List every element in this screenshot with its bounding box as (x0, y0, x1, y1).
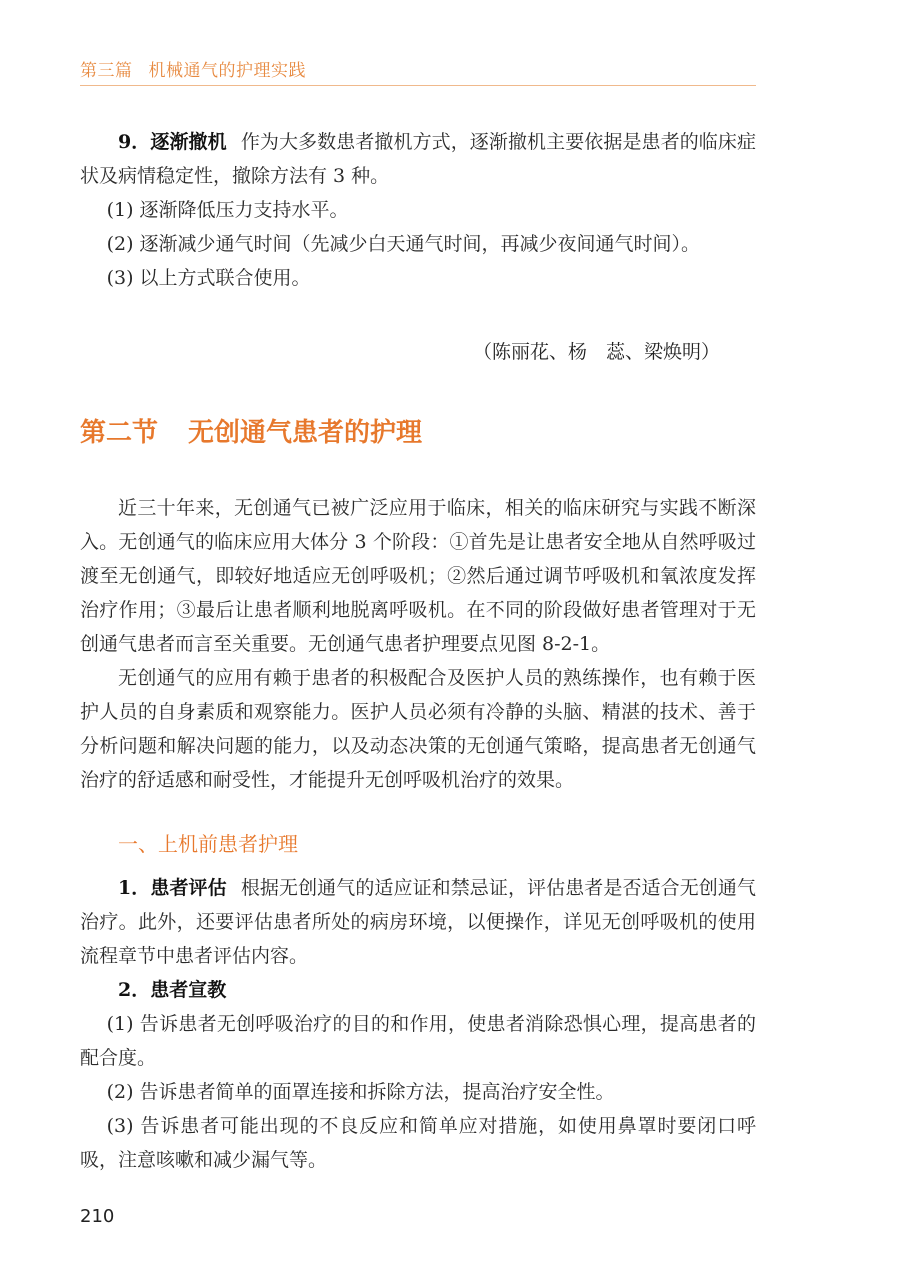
section-label: 第二节 (80, 418, 159, 448)
weaning-number: 9． (118, 131, 151, 153)
education-heading: 患者宣教 (150, 979, 227, 1001)
paragraph-patient-assessment (80, 871, 756, 973)
running-header (80, 56, 306, 81)
assessment-number: 1． (118, 877, 151, 899)
section-heading (80, 413, 756, 453)
page-number: 210 (80, 1206, 115, 1227)
running-header-part: 第三篇 (80, 61, 133, 81)
running-header-title: 机械通气的护理实践 (148, 61, 306, 81)
education-item-2: (2) 告诉患者简单的面罩连接和拆除方法，提高治疗安全性。 (106, 1081, 615, 1103)
header-rule (80, 85, 756, 86)
assessment-heading: 患者评估 (150, 877, 227, 899)
intro-paragraph-1: 近三十年来，无创通气已被广泛应用于临床，相关的临床研究与实践不断深入。无创通气的临床应用大体分 3 个阶段：①首先是让患者安全地从自然呼吸过渡至无创通气，即较好地适应无创呼吸机；②然后通过调节呼吸机和氧浓度发挥治疗作用；③最后让患者顺利地脱离呼吸机。在不同的阶段做好患者管理对于无创通气患者而言至关重要。无创通气患者护理要点见图 8-2-1。 (80, 497, 756, 655)
section-title: 无创通气患者的护理 (188, 418, 423, 448)
education-number: 2． (118, 979, 151, 1001)
weaning-heading: 逐渐撤机 (150, 131, 227, 153)
page-body (80, 125, 756, 1177)
subsection-heading: 一、上机前患者护理 (118, 832, 298, 856)
education-item-1: (1) 告诉患者无创呼吸治疗的目的和作用，使患者消除恐惧心理，提高患者的配合度。 (80, 1013, 756, 1069)
weaning-item-1: (1) 逐渐降低压力支持水平。 (106, 199, 349, 221)
paragraph-weaning (80, 125, 756, 193)
intro-paragraph-2: 无创通气的应用有赖于患者的积极配合及医护人员的熟练操作，也有赖于医护人员的自身素质和观察能力。医护人员必须有冷静的头脑、精湛的技术、善于分析问题和解决问题的能力，以及动态决策的无创通气策略，提高患者无创通气治疗的舒适感和耐受性，才能提升无创呼吸机治疗的效果。 (80, 667, 756, 791)
assessment-text: 根据无创通气的适应证和禁忌证，评估患者是否适合无创通气治疗。此外，还要评估患者所处的病房环境，以便操作，详见无创呼吸机的使用流程章节中患者评估内容。 (80, 877, 756, 967)
education-item-3: (3) 告诉患者可能出现的不良反应和简单应对措施，如使用鼻罩时要闭口呼吸，注意咳嗽和减少漏气等。 (80, 1115, 756, 1171)
authors-credit: （陈丽花、杨 蕊、梁焕明） (472, 341, 720, 363)
weaning-item-3: (3) 以上方式联合使用。 (106, 267, 311, 289)
paragraph-patient-education (80, 973, 756, 1007)
weaning-item-2: (2) 逐渐减少通气时间（先减少白天通气时间，再减少夜间通气时间）。 (106, 233, 701, 255)
weaning-text: 作为大多数患者撤机方式，逐渐撤机主要依据是患者的临床症状及病情稳定性，撤除方法有 3 种。 (80, 131, 756, 187)
